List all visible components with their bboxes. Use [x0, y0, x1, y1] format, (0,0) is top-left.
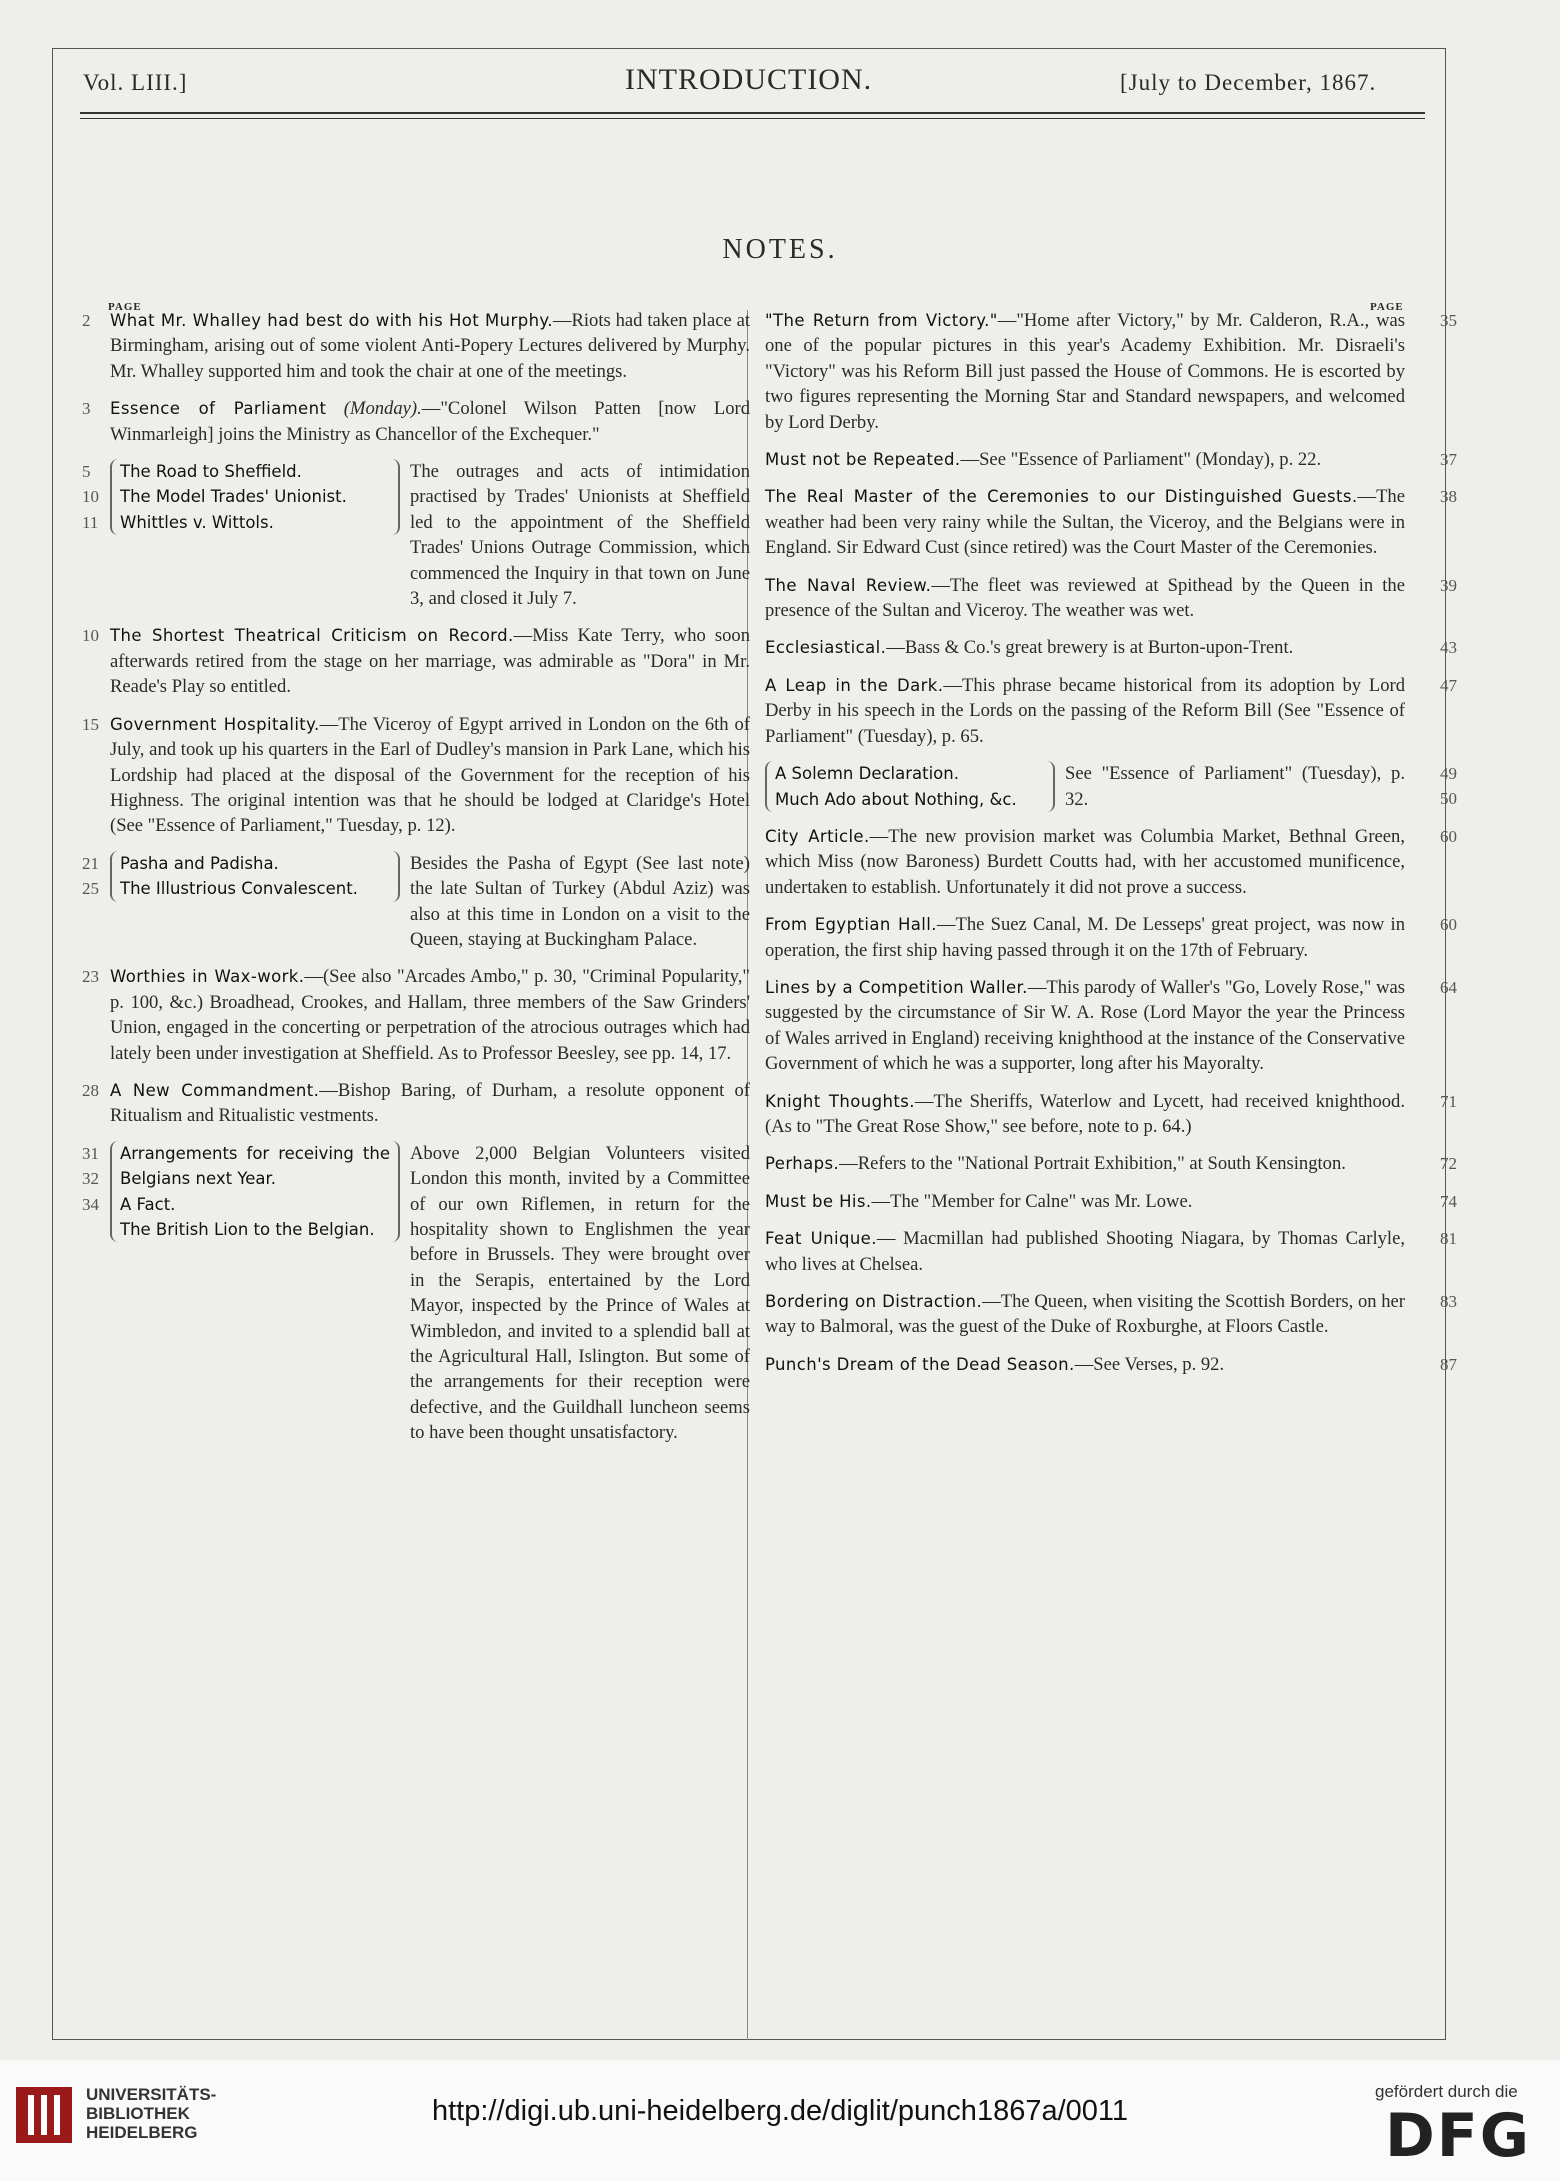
note-entry: 71 Knight Thoughts.—The Sheriffs, Waterlow and Lycett, had received knighthood. (As to "The Great Rose Show," see before, note to p. 64.)	[765, 1090, 1457, 1137]
note-entry: 47 A Leap in the Dark.—This phrase became historical from its adoption by Lord Derby in his speech in the Lords on the passing of the Reform Bill (See "Essence of Parliament" (Tuesday), p. 65.	[765, 674, 1457, 747]
dfg-logo: DFG	[1385, 2101, 1532, 2171]
note-entry: 10 The Shortest Theatrical Criticism on Record.—Miss Kate Terry, who soon afterwards retired from the stage on her marriage, was admirable as "Dora" in Mr. Reade's Play so entitled.	[82, 625, 750, 698]
note-entry: 43 Ecclesiastical.—Bass & Co.'s great brewery is at Burton-upon-Trent.	[765, 637, 1457, 659]
running-title: INTRODUCTION.	[625, 63, 873, 96]
note-entry: 60 City Article.—The new provision market was Columbia Market, Bethnal Green, which Miss (now Baroness) Burdett Coutts had, with her accustomed munificence, undertaken to establish. Unfortunately it did not prove a success.	[765, 825, 1457, 898]
note-entry: 38 The Real Master of the Ceremonies to our Distinguished Guests.—The weather had been very rainy while the Sultan, the Viceroy, and the Belgians were in England. Sir Edward Cust (since retired) was the Court Master of the Ceremonies.	[765, 486, 1457, 559]
permalink[interactable]: http://digi.ub.uni-heidelberg.de/diglit/punch1867a/0011	[432, 2095, 1128, 2127]
note-entry: 2 What Mr. Whalley had best do with his Hot Murphy.—Riots had taken place at Birmingham, arising out of some violent Anti-Popery Lectures delivered by Murphy. Mr. Whalley supported him and took the chair at one of the meetings.	[82, 310, 750, 382]
note-entry: 72 Perhaps.—Refers to the "National Portrait Exhibition," at South Kensington.	[765, 1153, 1457, 1175]
volume-label: Vol. LIII.]	[83, 70, 188, 95]
header-rule-thin	[80, 118, 1425, 119]
note-entry: 81 Feat Unique.— Macmillan had published Shooting Niagara, by Thomas Carlyle, who lives at Chelsea.	[765, 1228, 1457, 1275]
header-rule	[80, 112, 1425, 114]
left-column	[82, 308, 750, 1458]
page-title: NOTES.	[722, 234, 838, 265]
note-entry: 64 Lines by a Competition Waller.—This parody of Waller's "Go, Lovely Rose," was suggested by the circumstance of Sir W. A. Rose (Lord Mayor the year the Princess of Wales arrived in England) receiving knighthood at the instance of the Conservative Government of which he was a supporter, long after his Mayoralty.	[765, 976, 1457, 1075]
note-group: 5 10 11 The Road to Sheffield. The Model Trades' Unionist. Whittles v. Wittols. The outrages and acts of intimidation practised by Trades' Unionists at Sheffield led to the appointment of the Sheffield Trades' Unions Outrage Commission, which commenced the Inquiry in that town on June 3, and closed it July 7.	[82, 461, 750, 610]
note-entry: 83 Bordering on Distraction.—The Queen, when visiting the Scottish Borders, on her way to Balmoral, was the guest of the Duke of Roxburghe, at Floors Castle.	[765, 1291, 1457, 1338]
note-entry: 28 A New Commandment.—Bishop Baring, of Durham, a resolute opponent of Ritualism and Ritualistic vestments.	[82, 1079, 750, 1127]
note-entry: 37 Must not be Repeated.—See "Essence of Parliament" (Monday), p. 22.	[765, 449, 1457, 471]
page-column-label-right: PAGE	[1370, 301, 1404, 313]
note-group: 21 25 Pasha and Padisha. The Illustrious Convalescent. Besides the Pasha of Egypt (See last note) the late Sultan of Turkey (Abdul Aziz) was also at this time in London on a visit to the Queen, staying at Buckingham Palace.	[82, 852, 750, 950]
note-entry: 35 "The Return from Victory."—"Home after Victory," by Mr. Calderon, R.A., was one of the popular pictures in this year's Academy Exhibition. Mr. Disraeli's "Victory" was his Reform Bill just passed the House of Commons. He is escorted by two figures representing the Morning Star and Standard newspapers, and welcomed by Lord Derby.	[765, 310, 1457, 433]
library-name: UNIVERSITÄTS- BIBLIOTHEK HEIDELBERG	[86, 2085, 217, 2142]
note-group: 31 32 34 Arrangements for receiving the Belgians next Year. A Fact. The British Lion to the Belgian. Above 2,000 Belgian Volunteers visited London this month, invited by a Committee of our own Riflemen, in return for the hospitality shown to Englishmen the year before in Brussels. They were brought over in the Serapis, entertained by the Lord Mayor, inspected by the Prince of Wales at Wimbledon, and invited to a splendid ball at the Agricultural Hall, Islington. But some of the arrangements for their reception were defective, and the Guildhall luncheon seems to have been thought unsatisfactory.	[82, 1142, 750, 1444]
note-entry: 60 From Egyptian Hall.—The Suez Canal, M. De Lesseps' great project, was now in operation, the first ship having passed through it on the 17th of February.	[765, 914, 1457, 961]
funding-note: gefördert durch die	[1375, 2082, 1518, 2101]
note-entry: 3 Essence of Parliament (Monday).—"Colonel Wilson Patten [now Lord Winmarleigh] joins the Ministry as Chancellor of the Exchequer."	[82, 398, 750, 445]
note-entry: 74 Must be His.—The "Member for Calne" was Mr. Lowe.	[765, 1190, 1457, 1212]
date-range: [July to December, 1867.	[1120, 70, 1377, 95]
note-entry: 87 Punch's Dream of the Dead Season.—See Verses, p. 92.	[765, 1353, 1457, 1375]
note-entry: 23 Worthies in Wax-work.—(See also "Arcades Ambo," p. 30, "Criminal Popularity," p. 100, &c.) Broadhead, Crookes, and Hallam, three members of the Saw Grinders' Union, engaged in the concerting or perpetration of the atrocious outrages which had lately been under investigation at Sheffield. As to Professor Beesley, see pp. 14, 17.	[82, 966, 750, 1064]
page-column-label-left: PAGE	[108, 301, 142, 313]
note-entry: 39 The Naval Review.—The fleet was reviewed at Spithead by the Queen in the presence of the Sultan and Viceroy. The weather was wet.	[765, 574, 1457, 622]
right-column	[765, 308, 1457, 1389]
note-entry: 15 Government Hospitality.—The Viceroy of Egypt arrived in London on the 6th of July, and took up his quarters in the Earl of Dudley's mansion in Park Lane, which his Lordship had placed at the disposal of the Government for the reception of his Highness. The original intention was that he should be lodged at Claridge's Hotel (See "Essence of Parliament," Tuesday, p. 12).	[82, 713, 750, 837]
note-group: 49 50 A Solemn Declaration. Much Ado about Nothing, &c. See "Essence of Parliament" (Tuesday), p. 32.	[765, 761, 1405, 812]
